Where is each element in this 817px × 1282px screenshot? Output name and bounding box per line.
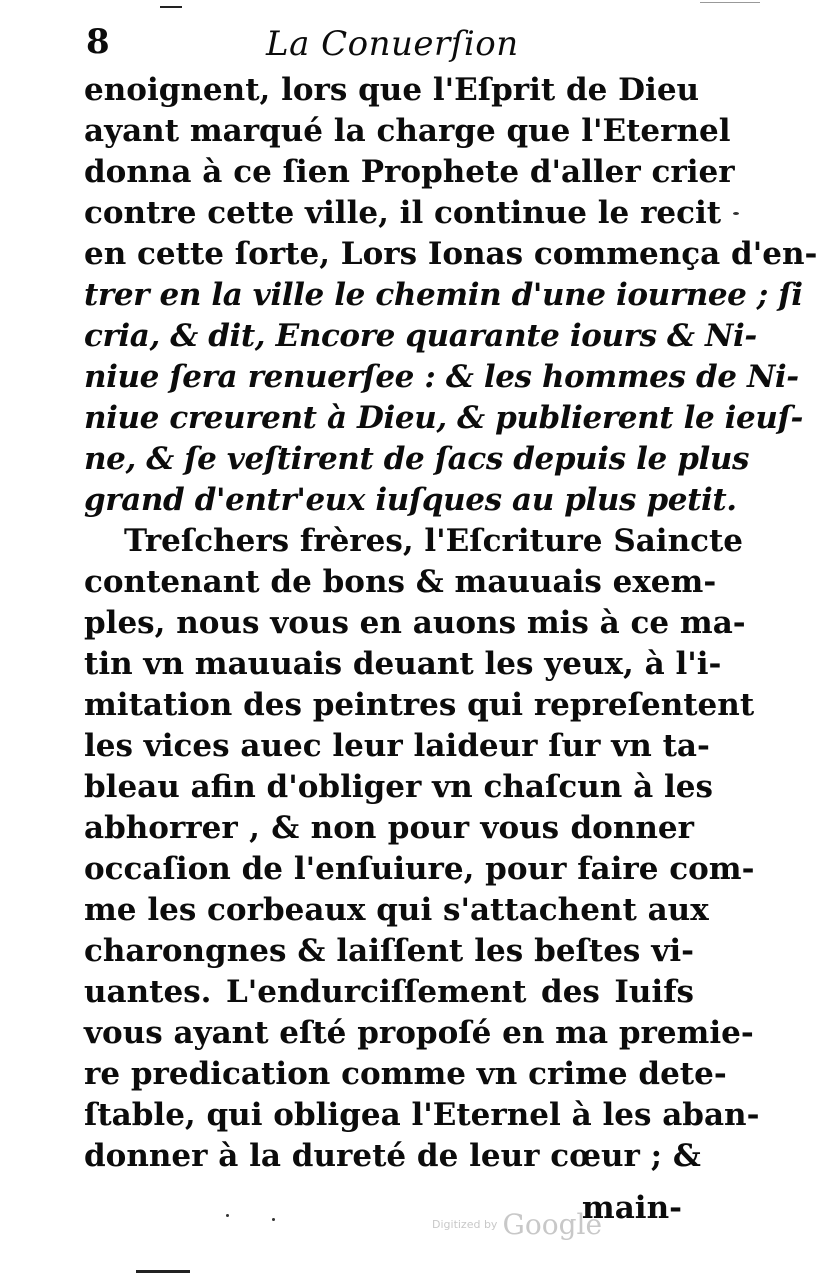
ink-speck — [226, 1214, 229, 1217]
text-line: re predication comme vn crime dete- — [84, 1056, 727, 1092]
body-text — [84, 70, 817, 1177]
text-line: contre cette ville, il continue le recit — [84, 195, 722, 231]
running-title: La Conuerſion — [266, 24, 519, 64]
text-line: donna à ce ſien Prophete d'aller crier — [84, 154, 735, 190]
text-line: bleau afin d'obliger vn chaſcun à les — [84, 769, 713, 805]
watermark-brand: Google — [502, 1208, 603, 1241]
text-line: en cette ſorte, Lors Ionas commença d'en- — [84, 236, 817, 272]
text-line: grand d'entr'eux iuſques au plus petit. — [84, 482, 737, 518]
text-line: ne, & ſe veſtirent de ſacs depuis le plus — [84, 441, 750, 477]
watermark-prefix: Digitized by — [432, 1218, 498, 1231]
text-line: niue creurent à Dieu, & publierent le ieuſ- — [84, 400, 803, 436]
text-line: niue ſera renuerſee : & les hommes de Ni- — [84, 359, 799, 395]
catchword: main- — [581, 1190, 682, 1226]
text-line: enoignent, lors que l'Eſprit de Dieu — [84, 72, 700, 108]
text-line: mitation des peintres qui repreſentent — [84, 687, 755, 723]
text-line: ſtable, qui obligea l'Eternel à les aban- — [84, 1097, 760, 1133]
ink-speck — [272, 1218, 275, 1221]
text-line: donner à la dureté de leur cœur ; & — [84, 1138, 701, 1174]
text-line: tin vn mauuais deuant les yeux, à l'i- — [84, 646, 722, 682]
bottom-scan-mark — [136, 1270, 190, 1273]
ink-speck — [733, 212, 739, 215]
text-line: vous ayant eſté propoſé en ma premie- — [84, 1015, 754, 1051]
text-line: les vices auec leur laideur ſur vn ta- — [84, 728, 710, 764]
text-line: charongnes & laiſſent les beſtes vi- — [84, 933, 694, 969]
text-line: Treſchers frères, l'Eſcriture Saincte — [124, 523, 744, 559]
text-line: trer en la ville le chemin d'une iournee ; ſi — [84, 277, 803, 313]
top-right-scan-mark — [700, 2, 760, 3]
text-line: ayant marqué la charge que l'Eternel — [84, 113, 731, 149]
digitized-watermark — [432, 1208, 602, 1241]
text-line: cria, & dit, Encore quarante iours & Ni- — [84, 318, 757, 354]
text-line: occaſion de l'enſuiure, pour faire com- — [84, 851, 755, 887]
text-line: abhorrer , & non pour vous donner — [84, 810, 694, 846]
text-line: ples, nous vous en auons mis à ce ma- — [84, 605, 746, 641]
page-number: 8 — [86, 22, 110, 62]
text-line: me les corbeaux qui s'attachent aux — [84, 892, 709, 928]
page-header — [86, 22, 706, 70]
top-scan-mark — [160, 6, 182, 8]
text-line: uantes. L'endurciſſement des Iuifs — [84, 974, 694, 1010]
text-line: contenant de bons & mauuais exem- — [84, 564, 717, 600]
